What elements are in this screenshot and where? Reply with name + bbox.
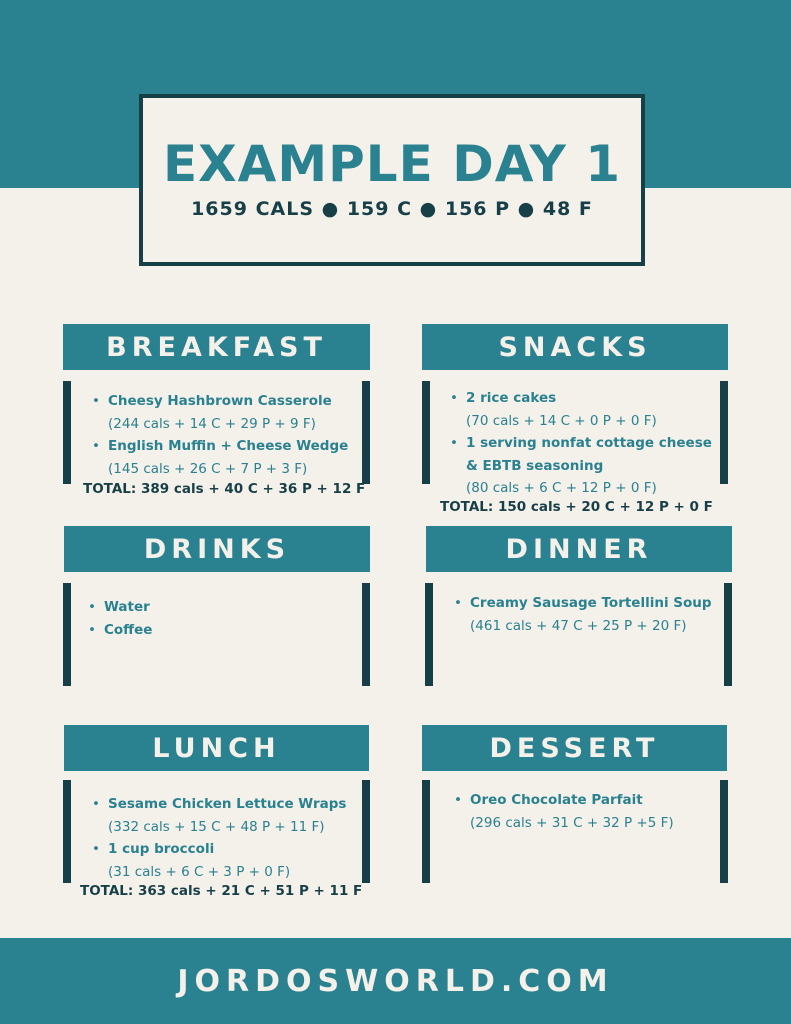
list-item: • 2 rice cakes (70 cals + 14 C + 0 P + 0 F) bbox=[448, 387, 718, 432]
snacks-total: TOTAL: 150 cals + 20 C + 12 P + 0 F bbox=[440, 499, 713, 515]
macro-summary: 1659 CALS ● 159 C ● 156 P ● 48 F bbox=[191, 198, 593, 220]
snacks-left-bar bbox=[422, 381, 430, 484]
snacks-list bbox=[448, 387, 718, 500]
lunch-list bbox=[90, 793, 362, 883]
footer-site-link[interactable]: JORDOSWORLD.COM bbox=[177, 963, 614, 999]
drinks-heading: DRINKS bbox=[64, 526, 370, 572]
dinner-list bbox=[452, 592, 724, 637]
lunch-right-bar bbox=[362, 780, 370, 883]
breakfast-list bbox=[90, 390, 360, 480]
breakfast-heading: BREAKFAST bbox=[63, 324, 370, 370]
dessert-heading: DESSERT bbox=[422, 725, 727, 771]
list-item: • Coffee bbox=[86, 619, 346, 642]
breakfast-right-bar bbox=[362, 381, 370, 484]
list-item: • 1 serving nonfat cottage cheese & EBTB seasoning (80 cals + 6 C + 12 P + 0 F) bbox=[448, 432, 718, 500]
list-item: • Water bbox=[86, 596, 346, 619]
dessert-right-bar bbox=[720, 780, 728, 883]
list-item: • Sesame Chicken Lettuce Wraps (332 cals + 15 C + 48 P + 11 F) bbox=[90, 793, 362, 838]
dinner-heading: DINNER bbox=[426, 526, 732, 572]
breakfast-total: TOTAL: 389 cals + 40 C + 36 P + 12 F bbox=[83, 481, 366, 497]
breakfast-left-bar bbox=[63, 381, 71, 484]
drinks-list bbox=[86, 596, 346, 641]
footer-band bbox=[0, 938, 791, 1024]
list-item: • 1 cup broccoli (31 cals + 6 C + 3 P + 0 F) bbox=[90, 838, 362, 883]
dessert-left-bar bbox=[422, 780, 430, 883]
list-item: • Oreo Chocolate Parfait (296 cals + 31 C + 32 P +5 F) bbox=[452, 789, 712, 834]
dinner-right-bar bbox=[724, 583, 732, 686]
list-item: • English Muffin + Cheese Wedge (145 cals + 26 C + 7 P + 3 F) bbox=[90, 435, 360, 480]
dinner-left-bar bbox=[425, 583, 433, 686]
dessert-list bbox=[452, 789, 712, 834]
page-title: EXAMPLE DAY 1 bbox=[162, 135, 622, 193]
drinks-right-bar bbox=[362, 583, 370, 686]
lunch-total: TOTAL: 363 cals + 21 C + 51 P + 11 F bbox=[80, 883, 363, 899]
snacks-right-bar bbox=[720, 381, 728, 484]
lunch-left-bar bbox=[63, 780, 71, 883]
drinks-left-bar bbox=[63, 583, 71, 686]
list-item: • Cheesy Hashbrown Casserole (244 cals + 14 C + 29 P + 9 F) bbox=[90, 390, 360, 435]
lunch-heading: LUNCH bbox=[64, 725, 369, 771]
title-box bbox=[139, 94, 645, 266]
snacks-heading: SNACKS bbox=[422, 324, 728, 370]
list-item: • Creamy Sausage Tortellini Soup (461 cals + 47 C + 25 P + 20 F) bbox=[452, 592, 724, 637]
